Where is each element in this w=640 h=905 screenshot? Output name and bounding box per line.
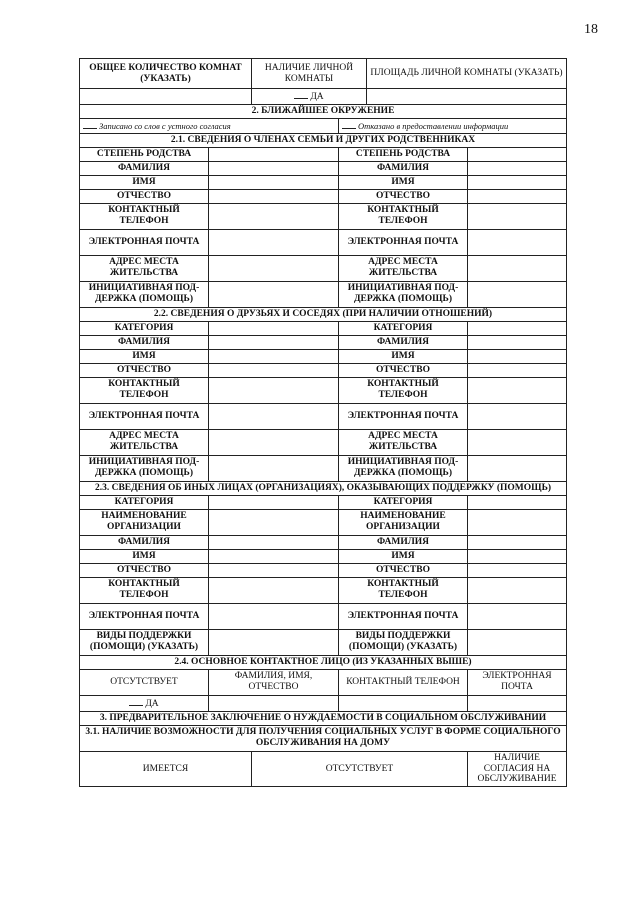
s23-label-right: ОТЧЕСТВО xyxy=(339,563,468,577)
s23-label-left: ЭЛЕКТРОННАЯ ПОЧТА xyxy=(80,603,209,629)
service-consent[interactable]: НАЛИЧИЕ СОГЛАСИЯ НА ОБСЛУЖИВАНИЕ xyxy=(468,751,567,787)
s22-label-right: АДРЕС МЕСТА ЖИТЕЛЬСТВА xyxy=(339,429,468,455)
s23-label-right: ВИДЫ ПОДДЕРЖКИ (ПОМОЩИ) (УКАЗАТЬ) xyxy=(339,629,468,655)
s23-value-left[interactable] xyxy=(209,629,339,655)
s22-label-right: КАТЕГОРИЯ xyxy=(339,321,468,335)
s22-value-left[interactable] xyxy=(209,377,339,403)
s21-label-right: ИНИЦИАТИВНАЯ ПОД-ДЕРЖКА (ПОМОЩЬ) xyxy=(339,281,468,307)
table-row xyxy=(80,349,567,363)
s23-label-left: КАТЕГОРИЯ xyxy=(80,495,209,509)
s22-label-left: ОТЧЕСТВО xyxy=(80,363,209,377)
s21-value-left[interactable] xyxy=(209,147,339,161)
checkbox-blank[interactable] xyxy=(294,90,308,99)
s23-label-left: ОТЧЕСТВО xyxy=(80,563,209,577)
yes-label: ДА xyxy=(310,92,324,102)
s23-label-left: НАИМЕНОВАНИЕ ОРГАНИЗАЦИИ xyxy=(80,509,209,535)
table-row xyxy=(80,147,567,161)
table-row xyxy=(80,577,567,603)
contact-yes xyxy=(80,695,209,711)
table-row xyxy=(80,669,567,695)
room-area-value[interactable] xyxy=(367,89,567,105)
contact-fio-value[interactable] xyxy=(209,695,339,711)
consent-label: Записано со слов с устного согласия xyxy=(99,120,231,131)
s21-value-right[interactable] xyxy=(468,175,567,189)
s23-title: 2.3. СВЕДЕНИЯ ОБ ИНЫХ ЛИЦАХ (ОРГАНИЗАЦИЯХ), ОКАЗЫВАЮЩИХ ПОДДЕРЖКУ (ПОМОЩЬ) xyxy=(80,481,567,495)
table-row xyxy=(80,603,567,629)
s21-label-right: ФАМИЛИЯ xyxy=(339,161,468,175)
s22-label-right: ИМЯ xyxy=(339,349,468,363)
s23-label-right: ИМЯ xyxy=(339,549,468,563)
s21-value-right[interactable] xyxy=(468,189,567,203)
section-31-title: 3.1. НАЛИЧИЕ ВОЗМОЖНОСТИ ДЛЯ ПОЛУЧЕНИЯ СОЦИАЛЬНЫХ УСЛУГ В ФОРМЕ СОЦИАЛЬНОГО ОБСЛУЖИВАНИЯ НА ДОМУ xyxy=(80,725,567,751)
table-row xyxy=(80,403,567,429)
s21-label-right: ОТЧЕСТВО xyxy=(339,189,468,203)
table-row xyxy=(80,481,567,495)
s23-value-left[interactable] xyxy=(209,495,339,509)
s21-value-left[interactable] xyxy=(209,189,339,203)
s23-value-right[interactable] xyxy=(468,495,567,509)
table-row xyxy=(80,711,567,725)
total-rooms-value[interactable] xyxy=(80,89,252,105)
s22-value-left[interactable] xyxy=(209,403,339,429)
service-absent[interactable]: ОТСУТСТВУЕТ xyxy=(252,751,468,787)
table-row xyxy=(80,59,567,89)
s22-value-right[interactable] xyxy=(468,335,567,349)
s21-value-left[interactable] xyxy=(209,175,339,189)
contact-email: ЭЛЕКТРОННАЯ ПОЧТА xyxy=(468,669,567,695)
total-rooms-label: ОБЩЕЕ КОЛИЧЕСТВО КОМНАТ (УКАЗАТЬ) xyxy=(80,59,252,89)
s22-label-left: КОНТАКТНЫЙ ТЕЛЕФОН xyxy=(80,377,209,403)
table-row xyxy=(80,509,567,535)
contact-fio: ФАМИЛИЯ, ИМЯ, ОТЧЕСТВО xyxy=(209,669,339,695)
s23-label-right: ЭЛЕКТРОННАЯ ПОЧТА xyxy=(339,603,468,629)
checkbox-blank[interactable] xyxy=(129,697,143,706)
s21-value-right[interactable] xyxy=(468,281,567,307)
s21-label-left: КОНТАКТНЫЙ ТЕЛЕФОН xyxy=(80,203,209,229)
s23-label-left: ВИДЫ ПОДДЕРЖКИ (ПОМОЩИ) (УКАЗАТЬ) xyxy=(80,629,209,655)
s21-label-left: ИНИЦИАТИВНАЯ ПОД-ДЕРЖКА (ПОМОЩЬ) xyxy=(80,281,209,307)
refused-label: Отказано в предоставлении информации xyxy=(358,120,509,131)
s23-value-left[interactable] xyxy=(209,603,339,629)
s21-value-left[interactable] xyxy=(209,161,339,175)
s22-value-right[interactable] xyxy=(468,455,567,481)
table-row xyxy=(80,429,567,455)
s21-label-right: АДРЕС МЕСТА ЖИТЕЛЬСТВА xyxy=(339,255,468,281)
s22-label-left: АДРЕС МЕСТА ЖИТЕЛЬСТВА xyxy=(80,429,209,455)
table-row xyxy=(80,307,567,321)
s23-value-left[interactable] xyxy=(209,549,339,563)
s22-label-right: ОТЧЕСТВО xyxy=(339,363,468,377)
s21-label-right: ИМЯ xyxy=(339,175,468,189)
page-number: 18 xyxy=(584,22,598,37)
table-row xyxy=(80,549,567,563)
s21-title: 2.1. СВЕДЕНИЯ О ЧЛЕНАХ СЕМЬИ И ДРУГИХ РОДСТВЕННИКАХ xyxy=(80,133,567,147)
contact-email-value[interactable] xyxy=(468,695,567,711)
s23-value-right[interactable] xyxy=(468,577,567,603)
table-row xyxy=(80,655,567,669)
service-exists[interactable]: ИМЕЕТСЯ xyxy=(80,751,252,787)
s22-value-right[interactable] xyxy=(468,363,567,377)
s23-label-left: ИМЯ xyxy=(80,549,209,563)
own-room-label: НАЛИЧИЕ ЛИЧНОЙ КОМНАТЫ xyxy=(252,59,367,89)
s21-value-right[interactable] xyxy=(468,255,567,281)
s22-label-left: ИНИЦИАТИВНАЯ ПОД-ДЕРЖКА (ПОМОЩЬ) xyxy=(80,455,209,481)
table-row xyxy=(80,229,567,255)
s21-label-left: ИМЯ xyxy=(80,175,209,189)
s21-label-left: СТЕПЕНЬ РОДСТВА xyxy=(80,147,209,161)
table-row xyxy=(80,281,567,307)
yes-label: ДА xyxy=(145,698,159,709)
table-row xyxy=(80,175,567,189)
s23-label-left: ФАМИЛИЯ xyxy=(80,535,209,549)
s23-value-left[interactable] xyxy=(209,509,339,535)
table-row xyxy=(80,363,567,377)
refused-option xyxy=(339,118,567,133)
section-2-title: 2. БЛИЖАЙШЕЕ ОКРУЖЕНИЕ xyxy=(80,104,567,118)
table-row xyxy=(80,725,567,751)
s23-value-right[interactable] xyxy=(468,509,567,535)
table-row xyxy=(80,133,567,147)
table-row xyxy=(80,377,567,403)
s23-value-right[interactable] xyxy=(468,563,567,577)
s21-value-right[interactable] xyxy=(468,203,567,229)
table-row xyxy=(80,89,567,105)
s23-value-right[interactable] xyxy=(468,603,567,629)
s22-label-right: ЭЛЕКТРОННАЯ ПОЧТА xyxy=(339,403,468,429)
section-24-title: 2.4. ОСНОВНОЕ КОНТАКТНОЕ ЛИЦО (ИЗ УКАЗАННЫХ ВЫШЕ) xyxy=(80,655,567,669)
table-row xyxy=(80,563,567,577)
s21-value-left[interactable] xyxy=(209,281,339,307)
s21-label-right: КОНТАКТНЫЙ ТЕЛЕФОН xyxy=(339,203,468,229)
table-row xyxy=(80,335,567,349)
s21-label-right: СТЕПЕНЬ РОДСТВА xyxy=(339,147,468,161)
table-row xyxy=(80,255,567,281)
s22-value-left[interactable] xyxy=(209,363,339,377)
s22-value-right[interactable] xyxy=(468,349,567,363)
table-row xyxy=(80,161,567,175)
table-row xyxy=(80,495,567,509)
own-room-yes xyxy=(252,89,367,105)
table-row xyxy=(80,535,567,549)
table-row xyxy=(80,455,567,481)
s22-value-right[interactable] xyxy=(468,377,567,403)
s21-value-left[interactable] xyxy=(209,255,339,281)
s22-label-left: ФАМИЛИЯ xyxy=(80,335,209,349)
s22-label-left: КАТЕГОРИЯ xyxy=(80,321,209,335)
checkbox-blank[interactable] xyxy=(342,120,356,129)
s22-value-left[interactable] xyxy=(209,321,339,335)
table-row xyxy=(80,629,567,655)
s21-value-left[interactable] xyxy=(209,229,339,255)
s22-title: 2.2. СВЕДЕНИЯ О ДРУЗЬЯХ И СОСЕДЯХ (ПРИ НАЛИЧИИ ОТНОШЕНИЙ) xyxy=(80,307,567,321)
s23-value-left[interactable] xyxy=(209,577,339,603)
table-row xyxy=(80,189,567,203)
section-3-title: 3. ПРЕДВАРИТЕЛЬНОЕ ЗАКЛЮЧЕНИЕ О НУЖДАЕМОСТИ В СОЦИАЛЬНОМ ОБСЛУЖИВАНИИ xyxy=(80,711,567,725)
table-row xyxy=(80,321,567,335)
s21-value-right[interactable] xyxy=(468,161,567,175)
s21-label-left: ФАМИЛИЯ xyxy=(80,161,209,175)
s22-value-right[interactable] xyxy=(468,403,567,429)
table-row xyxy=(80,751,567,787)
table-row xyxy=(80,118,567,133)
s23-value-right[interactable] xyxy=(468,549,567,563)
s23-label-right: НАИМЕНОВАНИЕ ОРГАНИЗАЦИИ xyxy=(339,509,468,535)
s22-label-right: КОНТАКТНЫЙ ТЕЛЕФОН xyxy=(339,377,468,403)
s23-value-right[interactable] xyxy=(468,629,567,655)
s21-label-left: ОТЧЕСТВО xyxy=(80,189,209,203)
s22-label-left: ИМЯ xyxy=(80,349,209,363)
form-table xyxy=(79,58,567,787)
s21-value-right[interactable] xyxy=(468,147,567,161)
s23-value-left[interactable] xyxy=(209,535,339,549)
table-row xyxy=(80,104,567,118)
s21-value-right[interactable] xyxy=(468,229,567,255)
s23-label-right: КОНТАКТНЫЙ ТЕЛЕФОН xyxy=(339,577,468,603)
s22-label-right: ИНИЦИАТИВНАЯ ПОД-ДЕРЖКА (ПОМОЩЬ) xyxy=(339,455,468,481)
s22-label-right: ФАМИЛИЯ xyxy=(339,335,468,349)
s21-label-right: ЭЛЕКТРОННАЯ ПОЧТА xyxy=(339,229,468,255)
checkbox-blank[interactable] xyxy=(83,120,97,129)
s23-label-left: КОНТАКТНЫЙ ТЕЛЕФОН xyxy=(80,577,209,603)
s21-label-left: АДРЕС МЕСТА ЖИТЕЛЬСТВА xyxy=(80,255,209,281)
s22-value-right[interactable] xyxy=(468,321,567,335)
s22-value-left[interactable] xyxy=(209,335,339,349)
contact-phone: КОНТАКТНЫЙ ТЕЛЕФОН xyxy=(339,669,468,695)
s22-value-left[interactable] xyxy=(209,429,339,455)
s22-label-left: ЭЛЕКТРОННАЯ ПОЧТА xyxy=(80,403,209,429)
s22-value-left[interactable] xyxy=(209,349,339,363)
table-row xyxy=(80,695,567,711)
s23-value-right[interactable] xyxy=(468,535,567,549)
s23-label-right: КАТЕГОРИЯ xyxy=(339,495,468,509)
table-row xyxy=(80,203,567,229)
consent-option xyxy=(80,118,339,133)
contact-phone-value[interactable] xyxy=(339,695,468,711)
s23-value-left[interactable] xyxy=(209,563,339,577)
s23-label-right: ФАМИЛИЯ xyxy=(339,535,468,549)
contact-absent[interactable]: ОТСУТСТВУЕТ xyxy=(80,669,209,695)
s22-value-right[interactable] xyxy=(468,429,567,455)
s21-value-left[interactable] xyxy=(209,203,339,229)
room-area-label: ПЛОЩАДЬ ЛИЧНОЙ КОМНАТЫ (УКАЗАТЬ) xyxy=(367,59,567,89)
s21-label-left: ЭЛЕКТРОННАЯ ПОЧТА xyxy=(80,229,209,255)
s22-value-left[interactable] xyxy=(209,455,339,481)
